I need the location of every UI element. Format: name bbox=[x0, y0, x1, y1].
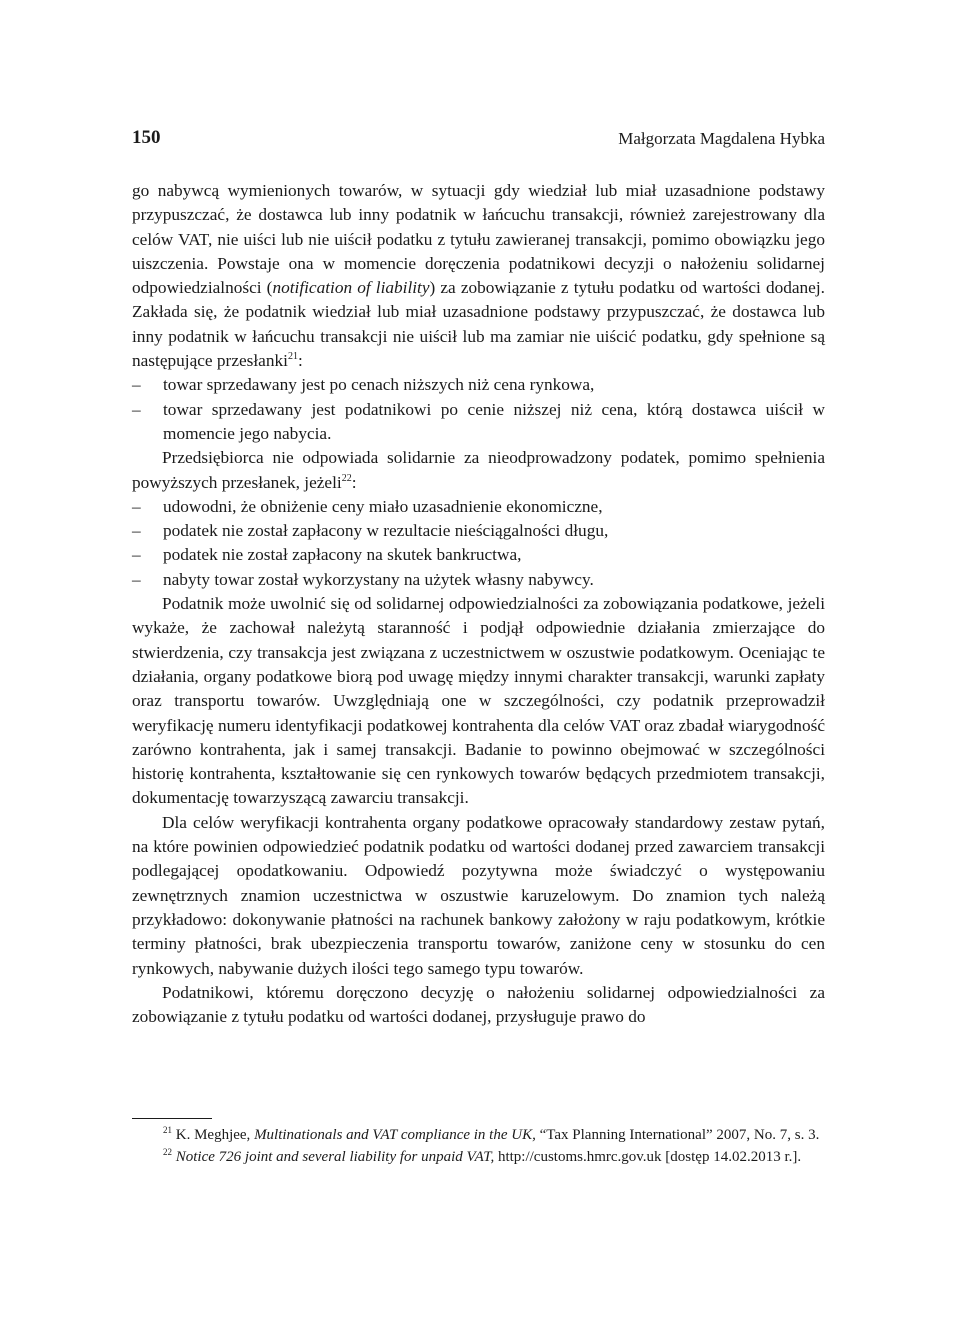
footnotes bbox=[132, 1125, 825, 1168]
list-item: – udowodni, że obniżenie ceny miało uzasadnienie ekonomiczne, bbox=[132, 495, 825, 519]
page-number: 150 bbox=[132, 127, 161, 148]
body-text bbox=[132, 179, 825, 1029]
paragraph-1-text-b: ) za zobowiązanie z tytułu podatku od wartości dodanej. Zakłada się, że podatnik wiedział lub miał uzasadnione podstawy przypuszczać, że dostawca lub inny podatnik w łańcuchu transakcji nie uiścił lub ma zamiar nie uiścić podatku, gdy spełnione są następujące przesłanki bbox=[132, 278, 825, 371]
footnote-number: 22 bbox=[163, 1146, 172, 1157]
footnote-author: K. Meghjee, bbox=[175, 1127, 255, 1143]
paragraph-1-italic-term: notification of liability bbox=[272, 278, 430, 298]
conditions-list bbox=[132, 373, 825, 446]
footnote-title: Multinationals and VAT compliance in the UK, bbox=[254, 1127, 536, 1143]
footnote-21 bbox=[132, 1125, 825, 1147]
paragraph-1 bbox=[132, 179, 825, 373]
running-head-author: Małgorzata Magdalena Hybka bbox=[618, 129, 825, 148]
list-item: – towar sprzedawany jest po cenach niższych niż cena rynkowa, bbox=[132, 373, 825, 397]
footnote-22 bbox=[132, 1147, 825, 1169]
paragraph-2 bbox=[132, 446, 825, 495]
footnote-source: http://customs.hmrc.gov.uk [dostęp 14.02.2013 r.]. bbox=[494, 1148, 802, 1165]
footnote-ref-22: 22 bbox=[341, 472, 352, 484]
exemptions-list bbox=[132, 495, 825, 592]
paragraph-3: Podatnik może uwolnić się od solidarnej odpowiedzialności za zobowiązania podatkowe, jeżeli wykaże, że zachował należytą staranność i podjął odpowiednie działania zmierzające do stwierdzenia, czy transakcja jest związana z uczestnictwem w oszustwie podatkowym. Oceniając te działania, organy podatkowe biorą pod uwagę między innymi charakter transakcji, warunki zapłaty oraz transportu towarów. Uwzględniają one w szczególności, czy podatnik przeprowadził weryfikację numeru identyfikacji podatkowej kontrahenta dla celów VAT oraz zbadał wiarygodność zarówno kontrahenta, jak i samej transakcji. Badanie to powinno obejmować w szczególności historię kontrahenta, kształtowanie się cen rynkowych towarów będących przedmiotem transakcji, dokumentację towarzyszącą zawarciu transakcji. bbox=[132, 594, 825, 808]
footnote-source: “Tax Planning International” 2007, No. 7, s. 3. bbox=[535, 1127, 820, 1143]
footnote-ref-21: 21 bbox=[287, 351, 298, 363]
list-item: – towar sprzedawany jest podatnikowi po cenie niższej niż cena, którą dostawca uiścił w momencie jego nabycia. bbox=[132, 398, 825, 447]
paragraph-1-text-a: go nabywcą wymienionych towarów, w sytuacji gdy wiedział lub miał uzasadnione podstawy przypuszczać, że dostawca lub inny podatnik w łańcuchu transakcji, również zarejestrowany dla celów VAT, nie uiści lub nie uiścił podatku z tytułu zawieranej transakcji, pomimo obowiązku jego uiszczenia. Powstaje ona w momencie doręczenia podatnikowi decyzji o nałożeniu solidarnej odpowiedzialności ( bbox=[132, 181, 825, 298]
paragraph-1-text-c: : bbox=[297, 351, 303, 371]
paragraph-5: Podatnikowi, któremu doręczono decyzję o nałożeniu solidarnej odpowiedzialności za zobowiązanie z tytułu podatku od wartości dodanej, przysługuje prawo do bbox=[132, 982, 825, 1027]
footnote-separator bbox=[132, 1118, 212, 1119]
list-item: – podatek nie został zapłacony w rezultacie nieściągalności długu, bbox=[132, 519, 825, 543]
footnote-number: 21 bbox=[163, 1125, 172, 1135]
paragraph-2-text-b: : bbox=[351, 472, 357, 492]
footnote-title: Notice 726 joint and several liability for unpaid VAT, bbox=[175, 1148, 495, 1165]
list-item: – podatek nie został zapłacony na skutek bankructwa, bbox=[132, 543, 825, 567]
page-header bbox=[132, 124, 825, 152]
list-item: – nabyty towar został wykorzystany na użytek własny nabywcy. bbox=[132, 568, 825, 592]
paragraph-2-text-a: Przedsiębiorca nie odpowiada solidarnie za nieodprowadzony podatek, pomimo spełnienia powyższych przesłanek, jeżeli bbox=[132, 448, 825, 492]
paragraph-4: Dla celów weryfikacji kontrahenta organy podatkowe opracowały standardowy zestaw pytań, na które powinien odpowiedzieć podatnik podatku od wartości dodanej przed zawarciem transakcji podlegającej opodatkowaniu. Odpowiedź pozytywna może świadczyć o występowaniu zewnętrznych znamion uczestnictwa w oszustwie karuzelowym. Do znamion tych należą przykładowo: dokonywanie płatności na rachunek bankowy założony w raju podatkowym, krótkie terminy płatności, brak ubezpieczenia transportu towarów, zaniżone ceny w stosunku do cen rynkowych, nabywanie dużych ilości tego samego typu towarów. bbox=[132, 812, 825, 978]
